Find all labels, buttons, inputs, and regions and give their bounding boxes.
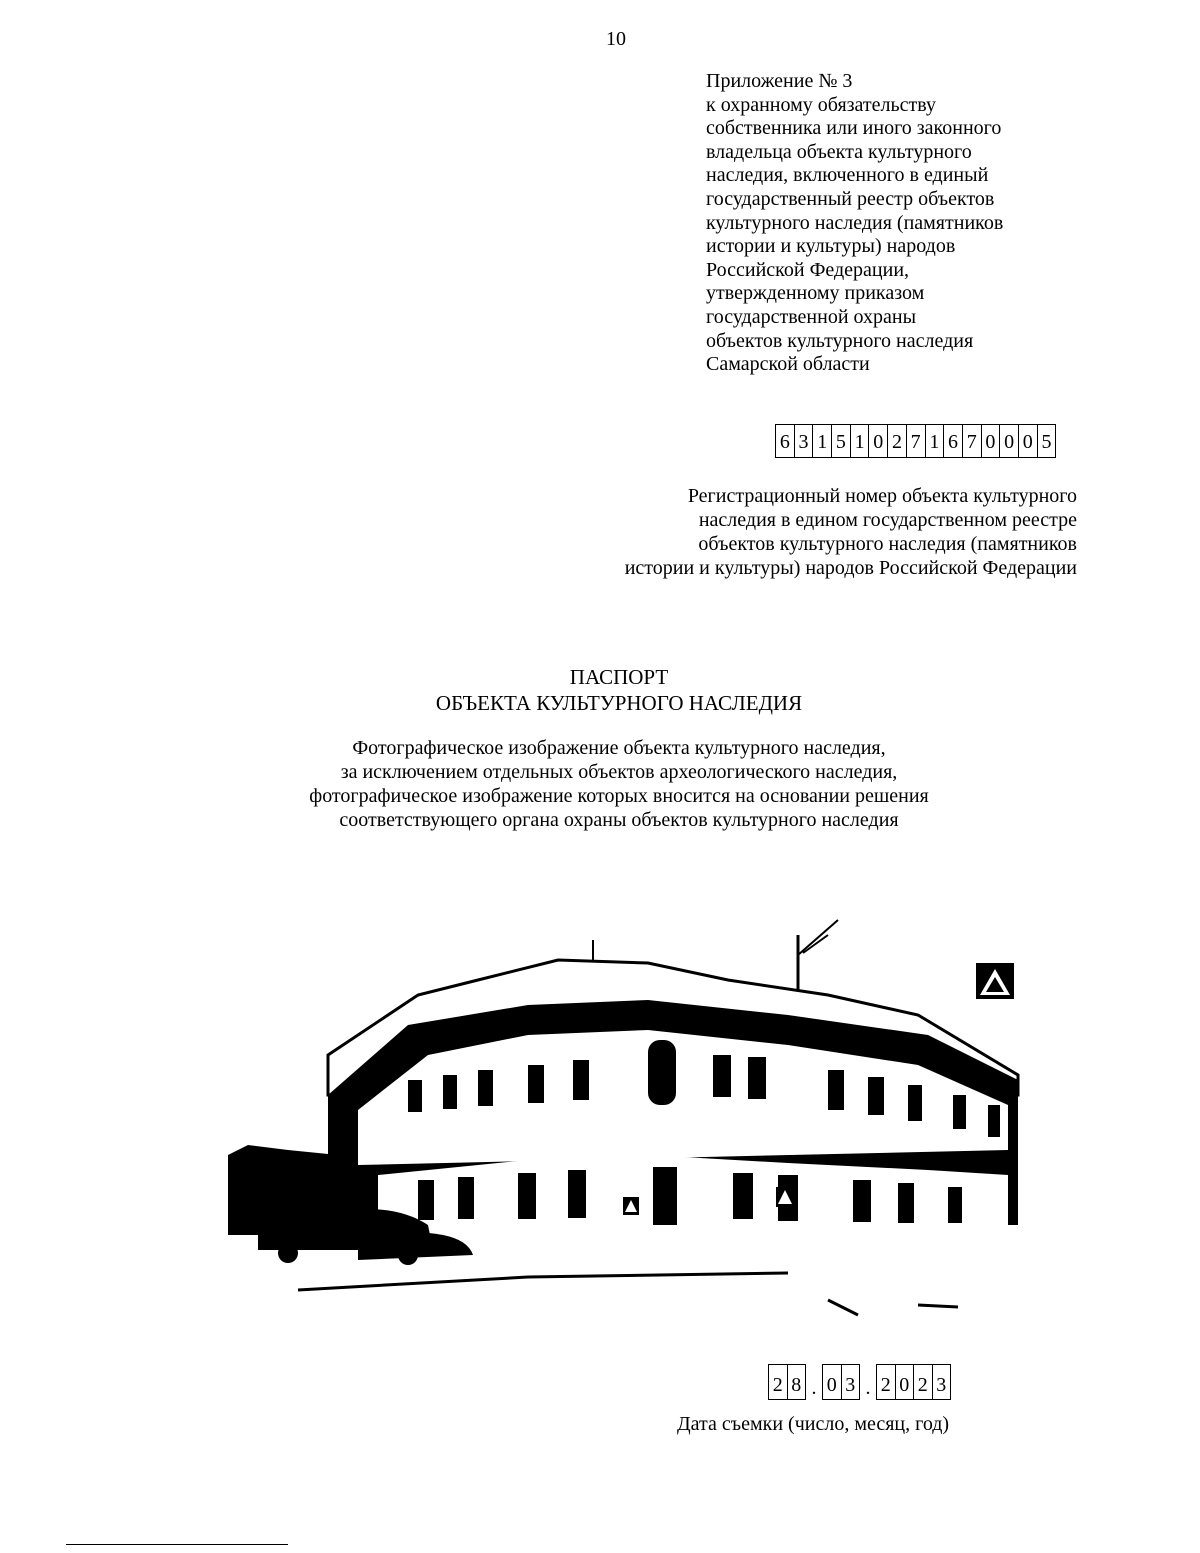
date-digit: 3 <box>842 1364 861 1400</box>
date-digit: 3 <box>933 1364 952 1400</box>
document-title-line: ОБЪЕКТА КУЛЬТУРНОГО НАСЛЕДИЯ <box>435 691 803 715</box>
date-digit: 0 <box>823 1364 842 1400</box>
date-month <box>822 1364 860 1400</box>
date-separator: . <box>811 1377 817 1399</box>
date-digit: 2 <box>877 1364 896 1400</box>
registration-digit: 3 <box>795 424 814 458</box>
appendix-line: наследия, включенного в единый <box>706 164 989 187</box>
registration-digit: 7 <box>963 424 982 458</box>
registration-digit: 6 <box>944 424 963 458</box>
photo-description-line: за исключением отдельных объектов археологического наследия, <box>340 761 898 783</box>
photo-description-line: Фотографическое изображение объекта культурного наследия, <box>352 737 886 759</box>
appendix-line: государственный реестр объектов <box>706 187 995 210</box>
date-day <box>768 1364 806 1400</box>
registration-digit: 0 <box>982 424 1001 458</box>
appendix-line: собственника или иного законного <box>706 117 1002 140</box>
registration-digit: 0 <box>869 424 888 458</box>
registration-digit: 7 <box>907 424 926 458</box>
appendix-heading <box>706 70 1126 377</box>
registration-digit: 5 <box>1038 424 1057 458</box>
date-digit: 2 <box>914 1364 933 1400</box>
registration-digit: 0 <box>1000 424 1019 458</box>
date-digit: 2 <box>769 1364 788 1400</box>
building-photo <box>228 905 1023 1330</box>
page-number: 10 <box>606 28 626 50</box>
photo-description-line: фотографическое изображение которых вносится на основании решения <box>309 785 929 807</box>
appendix-line: государственной охраны <box>706 305 917 328</box>
registration-digit: 1 <box>851 424 870 458</box>
photo-description <box>0 736 1200 832</box>
document-title-line: ПАСПОРТ <box>569 665 669 689</box>
date-digit: 0 <box>896 1364 915 1400</box>
appendix-line: объектов культурного наследия <box>706 329 974 352</box>
registration-digit: 0 <box>1019 424 1038 458</box>
registration-digit: 5 <box>832 424 851 458</box>
registration-digit: 1 <box>926 424 945 458</box>
appendix-line: Приложение № 3 <box>706 70 853 92</box>
appendix-line: владельца объекта культурного <box>706 140 972 163</box>
appendix-line: утвержденному приказом <box>706 282 925 305</box>
document-title <box>0 664 1200 716</box>
appendix-line: к охранному обязательству <box>706 93 937 116</box>
registration-digit: 1 <box>813 424 832 458</box>
appendix-line: истории и культуры) народов <box>706 235 956 258</box>
shooting-date-caption: Дата съемки (число, месяц, год) <box>677 1413 950 1435</box>
shooting-date-boxes <box>768 1364 951 1400</box>
appendix-line: Российской Федерации, <box>706 258 910 281</box>
registration-caption-line: наследия в едином государственном реестре <box>698 509 1077 531</box>
date-digit: 8 <box>788 1364 807 1400</box>
registration-digit: 6 <box>776 424 795 458</box>
registration-number-boxes <box>775 424 1056 458</box>
date-separator: . <box>865 1377 871 1399</box>
registration-caption <box>480 484 1077 580</box>
appendix-line: культурного наследия (памятников <box>706 211 1004 234</box>
registration-caption-line: Регистрационный номер объекта культурного <box>687 485 1077 507</box>
registration-caption-line: истории и культуры) народов Российской Федерации <box>624 557 1077 579</box>
registration-caption-line: объектов культурного наследия (памятников <box>698 533 1077 555</box>
date-year <box>876 1364 951 1400</box>
photo-description-line: соответствующего органа охраны объектов культурного наследия <box>339 809 899 831</box>
registration-digit: 2 <box>888 424 907 458</box>
appendix-line: Самарской области <box>706 353 870 376</box>
footnote-divider <box>66 1544 288 1545</box>
